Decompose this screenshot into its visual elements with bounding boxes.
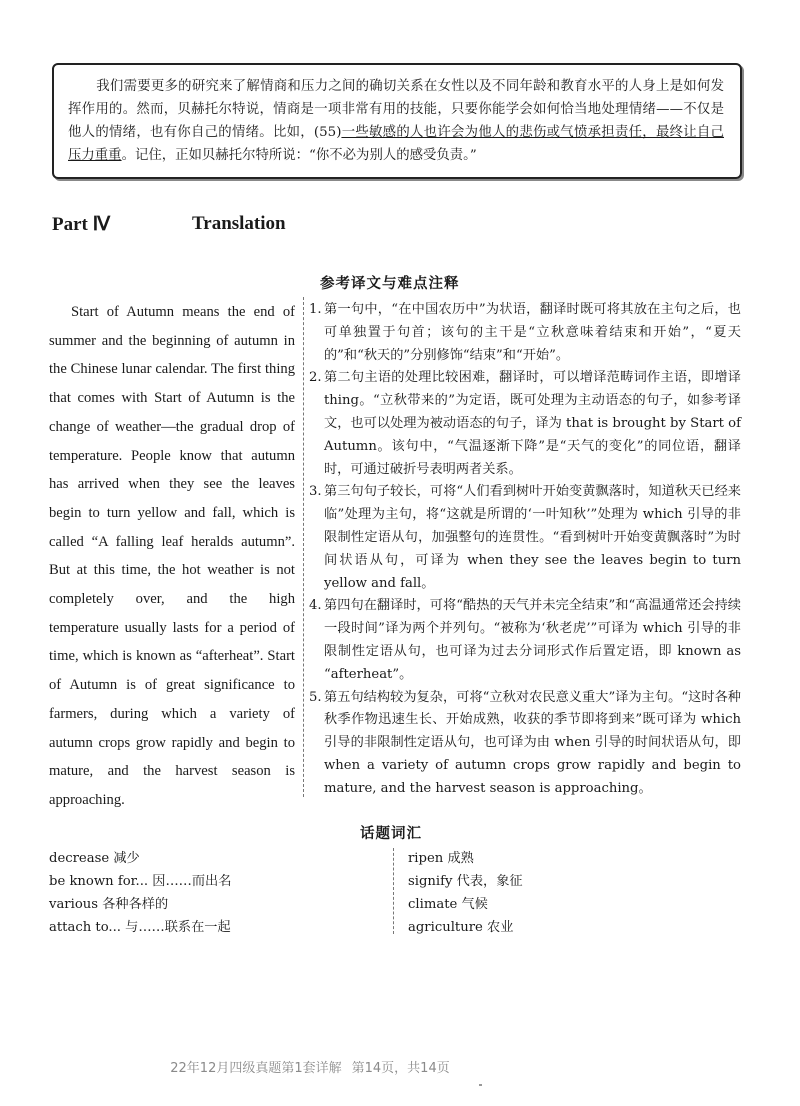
vocab-heading: 话题词汇	[360, 825, 422, 842]
footer-mark	[479, 1084, 482, 1086]
note-text: 第三句句子较长，可将“人们看到树叶开始变黄飘落时，知道秋天已经来临”处理为主句，将“这就是所谓的‘一叶知秋’”处理为 which 引导的非限制性定语从句，加强整句的连贯性。“看到树叶开始变黄飘落时”为时间状语从句，可译为 when they see the leaves begin to turn yellow and fall。	[324, 484, 741, 591]
vocab-item: attach to... 与……联系在一起	[49, 920, 231, 935]
summary-text-end: 。记住，正如贝赫托尔特所说：“你不必为别人的感受负责。”	[121, 148, 477, 163]
note-number: 2.	[309, 370, 322, 386]
part-title: Translation	[192, 213, 286, 234]
note-text: 第二句主语的处理比较困难，翻译时，可以增译范畴词作主语，即增译 thing。“立秋带来的”为定语，既可处理为主动语态的句子，如参考译文，也可以处理为被动语态的句子，译为 that is brought by Start of Autumn。该句中，“气温逐渐下降”是“天气的变化”的同位语，翻译时，可通过破折号表明两者关系。	[324, 370, 741, 477]
note-item	[309, 299, 741, 367]
footer-page-number: 第14页，共14页	[351, 1061, 450, 1076]
part-heading	[52, 213, 286, 236]
footer-title: 22年12月四级真题第1套详解	[170, 1061, 342, 1076]
note-text: 第五句结构较为复杂，可将“立秋对农民意义重大”译为主句。“这时各种秋季作物迅速生长、开始成熟，收获的季节即将到来”既可译为 which 引导的非限制性定语从句，也可译为由 when 引导的时间状语从句，即 when a variety of autumn crops grow rapidly and begin to mature, and the harvest season is approaching。	[324, 689, 741, 796]
vocab-list-left	[49, 847, 349, 939]
note-text: 第一句中，“在中国农历中”为状语，翻译时既可将其放在主句之后，也可单独置于句首；该句的主干是“立秋意味着结束和开始”，“夏天的”和“秋天的”分别修饰“结束”和“开始”。	[324, 302, 741, 363]
vocab-item: various 各种各样的	[49, 897, 169, 912]
vocab-item: climate 气候	[408, 897, 488, 912]
note-number: 3.	[309, 484, 322, 500]
vocab-list-right	[408, 847, 708, 939]
english-translation	[49, 298, 295, 815]
vocab-item: be known for... 因……而出名	[49, 874, 232, 889]
vocab-item: ripen 成熟	[408, 851, 474, 866]
english-translation-text: Start of Autumn means the end of summer and the beginning of autumn in the Chinese lunar calendar. The first thing that comes with Start of Autumn is the change of weather—the gradual drop of temperature. People know that autumn has arrived when they see the leaves begin to turn yellow and fall, which is called “A falling leaf heralds autumn”. But at this time, the hot weather is not completely over, and the high temperature usually lasts for a period of time, which is known as “afterheat”. Start of Autumn is of great significance to farmers, during which a variety of autumn crops grow rapidly and begin to mature, and the harvest season is approaching.	[49, 304, 295, 808]
summary-box	[52, 63, 742, 179]
note-number: 5.	[309, 689, 322, 705]
note-item	[309, 367, 741, 481]
note-item	[309, 687, 741, 801]
column-divider	[303, 297, 304, 797]
summary-underlined-text: 一些敏感的人也许会为他人的悲伤或气愤承担责任，最终让自己压力重重	[68, 125, 724, 163]
note-item	[309, 481, 741, 595]
summary-text: 我们需要更多的研究来了解情商和压力之间的确切关系在女性以及不同年龄和教育水平的人身上是如何发挥作用的。然而，贝赫托尔特说，情商是一项非常有用的技能，只要你能学会如何恰当地处理情绪——不仅是他人的情绪，也有你自己的情绪。比如，(55)	[68, 79, 724, 140]
note-number: 4.	[309, 598, 322, 614]
notes-list	[309, 299, 741, 801]
page-footer	[0, 1057, 620, 1076]
vocab-item: signify 代表，象征	[408, 874, 523, 889]
vocab-divider	[393, 848, 394, 934]
note-number: 1.	[309, 302, 322, 317]
part-label: Part Ⅳ	[52, 214, 111, 235]
note-item	[309, 595, 741, 686]
note-text: 第四句在翻译时，可将“酷热的天气并未完全结束”和“高温通常还会持续一段时间”译为两个并列句。“被称为‘秋老虎’”可译为 which 引导的非限制性定语从句，也可译为过去分词形式作后置定语，即 known as “afterheat”。	[324, 598, 741, 682]
vocab-item: agriculture 农业	[408, 920, 514, 935]
vocab-item: decrease 减少	[49, 851, 140, 866]
reference-heading: 参考译文与难点注释	[320, 275, 460, 292]
